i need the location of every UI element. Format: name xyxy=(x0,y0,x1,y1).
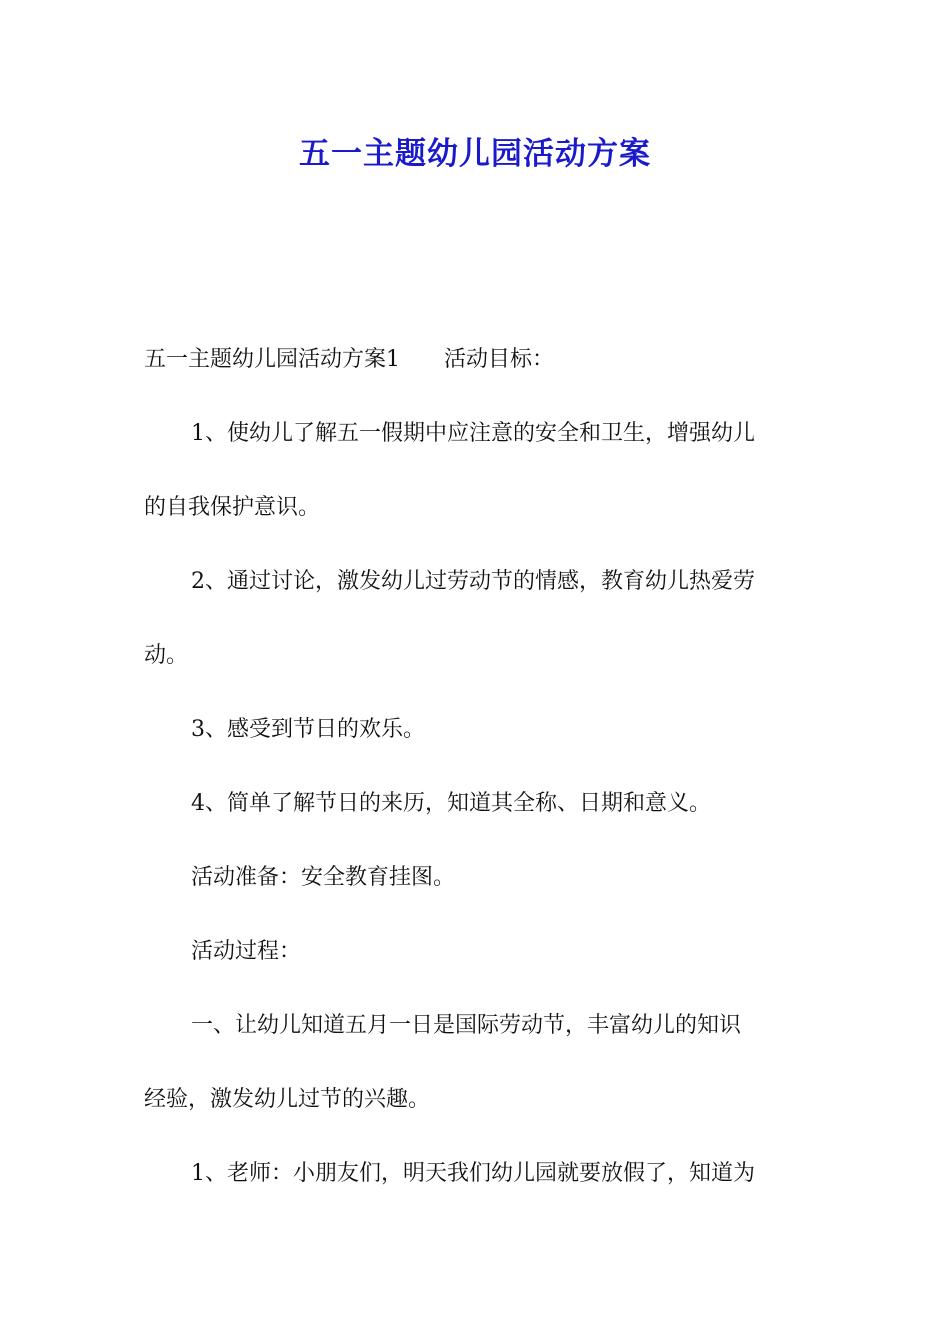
paragraph-line: 3、感受到节日的欢乐。 xyxy=(191,717,425,742)
paragraph-line: 活动准备：安全教育挂图。 xyxy=(191,865,456,890)
paragraph-line: 经验，激发幼儿过节的兴趣。 xyxy=(144,1087,431,1112)
section-heading: 五一主题幼儿园活动方案1 xyxy=(144,347,400,372)
goals-label: 活动目标： xyxy=(444,347,555,372)
section-heading-line xyxy=(144,333,808,407)
paragraph-line: 的自我保护意识。 xyxy=(144,495,321,520)
paragraph-line: 动。 xyxy=(144,643,189,668)
paragraph-line: 一、让幼儿知道五月一日是国际劳动节，丰富幼儿的知识 xyxy=(191,1013,742,1038)
paragraph-line: 1、老师：小朋友们，明天我们幼儿园就要放假了，知道为 xyxy=(191,1161,755,1186)
document-title: 五一主题幼儿园活动方案 xyxy=(299,136,651,172)
paragraph-line: 活动过程： xyxy=(191,939,302,964)
paragraph-line: 4、简单了解节日的来历，知道其全称、日期和意义。 xyxy=(191,791,711,816)
paragraph-line: 2、通过讨论，激发幼儿过劳动节的情感，教育幼儿热爱劳 xyxy=(191,569,755,594)
paragraph-line: 1、使幼儿了解五一假期中应注意的安全和卫生，增强幼儿 xyxy=(191,421,755,446)
document-body xyxy=(144,333,808,1221)
